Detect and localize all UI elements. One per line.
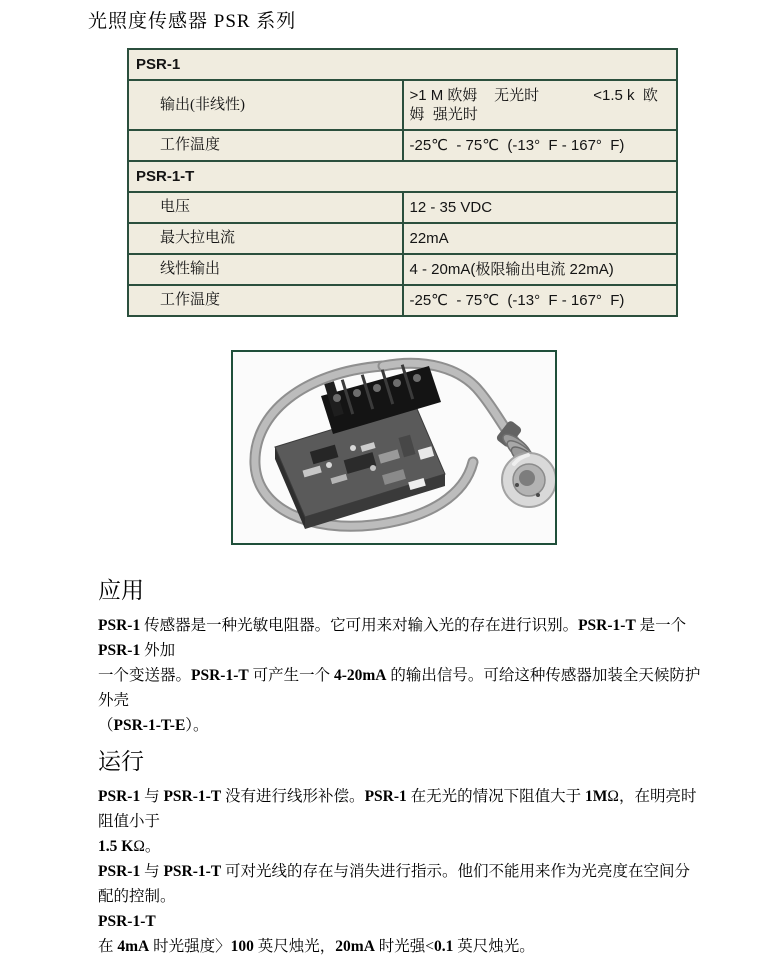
operation-paragraph-4: 在 4mA 时光强度〉100 英尺烛光，20mA 时光强<0.1 英尺烛光。 xyxy=(98,938,535,955)
operation-paragraph-3: PSR-1-T xyxy=(98,913,156,930)
spec-label-linear-output: 线性输出 xyxy=(128,254,403,285)
table-row xyxy=(128,254,677,285)
spec-value-output: >1 M 欧姆 无光时 <1.5 k 欧姆 强光时 xyxy=(403,80,678,130)
spec-section-header-row xyxy=(128,49,677,80)
spec-section-header-psr1: PSR-1 xyxy=(128,49,677,80)
table-row xyxy=(128,130,677,161)
table-row xyxy=(128,80,677,130)
section-heading-application: 应用 xyxy=(98,578,144,603)
spec-value-operating-temp-2: -25℃ - 75℃ (-13° F - 167° F) xyxy=(403,285,678,316)
table-row xyxy=(128,285,677,316)
spec-table xyxy=(127,48,678,317)
application-paragraph: PSR-1 传感器是一种光敏电阻器。它可用来对输入光的存在进行识别。PSR-1-T 是一个 PSR-1 外加 一个变送器。PSR-1-T 可产生一个 4-20mA 的输出信号。可给这种传感器加装全天候防护外壳 （PSR-1-T-E）。 xyxy=(98,617,701,734)
product-photo xyxy=(231,350,557,545)
table-row xyxy=(128,223,677,254)
operation-paragraph-1: PSR-1 与 PSR-1-T 没有进行线形补偿。PSR-1 在无光的情况下阻值大于 1MΩ，在明亮时阻值小于 1.5 KΩ。 xyxy=(98,788,697,855)
operation-paragraph-2: PSR-1 与 PSR-1-T 可对光线的存在与消失进行指示。他们不能用来作为光亮度在空间分配的控制。 xyxy=(98,863,691,905)
spec-label-voltage: 电压 xyxy=(128,192,403,223)
spec-section-header-psr1t: PSR-1-T xyxy=(128,161,677,192)
spec-value-voltage: 12 - 35 VDC xyxy=(403,192,678,223)
section-heading-operation: 运行 xyxy=(98,749,144,774)
content-sections xyxy=(98,576,703,959)
spec-value-linear-output: 4 - 20mA(极限输出电流 22mA) xyxy=(403,254,678,285)
spec-value-max-current: 22mA xyxy=(403,223,678,254)
spec-value-operating-temp: -25℃ - 75℃ (-13° F - 167° F) xyxy=(403,130,678,161)
product-photo-illustration xyxy=(233,352,555,543)
spec-label-output: 输出(非线性) xyxy=(128,80,403,130)
spec-label-max-current: 最大拉电流 xyxy=(128,223,403,254)
spec-section-header-row xyxy=(128,161,677,192)
spec-label-operating-temp-2: 工作温度 xyxy=(128,285,403,316)
table-row xyxy=(128,192,677,223)
page-title: 光照度传感器 PSR 系列 xyxy=(88,11,297,32)
spec-label-operating-temp: 工作温度 xyxy=(128,130,403,161)
